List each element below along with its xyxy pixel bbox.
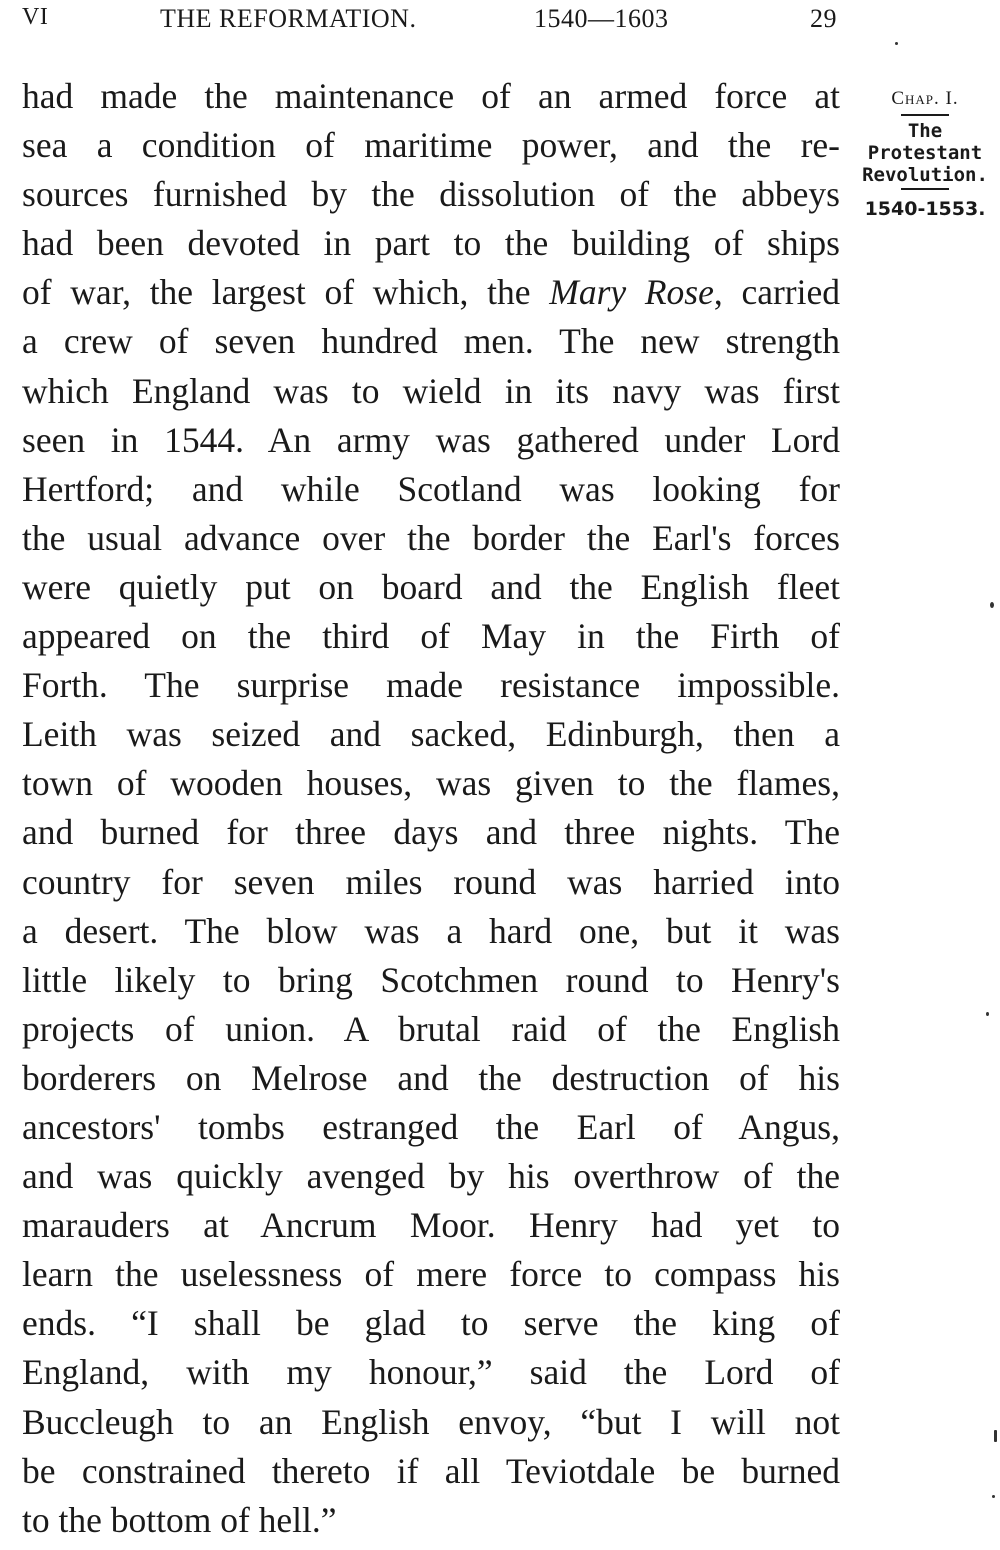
chapter-label: Chap. I. <box>891 88 959 109</box>
text-line-with-italic: of war, the largest of which, the Mary Rose, carried <box>22 272 840 313</box>
text-line: appeared on the third of May in the Firth of <box>22 616 840 657</box>
running-title: THE REFORMATION. <box>160 4 417 33</box>
ship-name: Mary Rose <box>549 272 714 313</box>
text-line: Hertford; and while Scotland was looking for <box>22 468 840 509</box>
body-paragraph <box>22 72 840 1545</box>
text-line: ends. “I shall be glad to serve the king of <box>22 1303 840 1344</box>
marginal-note <box>854 86 996 224</box>
text-line: were quietly put on board and the English fleet <box>22 566 840 607</box>
text-line: the usual advance over the border the Earl's forces <box>22 517 840 558</box>
text-line-final: to the bottom of hell.” <box>22 1499 337 1540</box>
text-line: town of wooden houses, was given to the flames, <box>22 763 840 804</box>
text-line: sources furnished by the dissolution of the abbeys <box>22 174 840 215</box>
text-line: be constrained thereto if all Teviotdale be burned <box>22 1450 840 1491</box>
topic-line: Protestant <box>867 142 983 164</box>
text-line: had made the maintenance of an armed force at <box>22 76 840 116</box>
marginal-dates: 1540-1553. <box>864 198 986 220</box>
text-line: seen in 1544. An army was gathered under Lord <box>22 419 840 460</box>
text-line: country for seven miles round was harried into <box>22 861 840 902</box>
running-head <box>22 4 842 40</box>
scan-speck <box>992 1495 995 1498</box>
text-line: little likely to bring Scotchmen round to Henry's <box>22 959 840 1000</box>
text-line: and was quickly avenged by his overthrow of the <box>22 1156 840 1197</box>
scan-speck <box>895 42 898 45</box>
topic-line: The <box>907 120 943 142</box>
text-line: a desert. The blow was a hard one, but it was <box>22 910 840 951</box>
topic-line: Revolution. <box>862 164 988 186</box>
running-dates: 1540—1603 <box>534 4 669 33</box>
section-numeral: VI <box>22 4 49 30</box>
scan-speck <box>986 1012 989 1016</box>
scan-speck <box>990 602 994 608</box>
text-line: had been devoted in part to the building of ships <box>22 223 840 264</box>
text-line: which England was to wield in its navy was first <box>22 370 840 411</box>
text-line: sea a condition of maritime power, and the re- <box>22 125 840 166</box>
marginal-topic <box>854 120 996 186</box>
margin-rule <box>901 188 949 190</box>
text-line: borderers on Melrose and the destruction of his <box>22 1057 840 1098</box>
text-line: learn the uselessness of mere force to compass his <box>22 1254 840 1295</box>
text-line: a crew of seven hundred men. The new strength <box>22 321 840 362</box>
text-line: Forth. The surprise made resistance impossible. <box>22 665 840 706</box>
page-number: 29 <box>810 4 837 33</box>
text-line: ancestors' tombs estranged the Earl of Angus, <box>22 1106 840 1147</box>
text-line: projects of union. A brutal raid of the English <box>22 1008 840 1049</box>
text-line: marauders at Ancrum Moor. Henry had yet to <box>22 1205 840 1246</box>
margin-rule <box>901 114 949 116</box>
text-line: Buccleugh to an English envoy, “but I will not <box>22 1401 840 1442</box>
text-line: England, with my honour,” said the Lord of <box>22 1352 840 1393</box>
scan-speck <box>994 1430 997 1442</box>
text-line: and burned for three days and three nights. The <box>22 812 840 853</box>
text-line: Leith was seized and sacked, Edinburgh, then a <box>22 714 840 755</box>
